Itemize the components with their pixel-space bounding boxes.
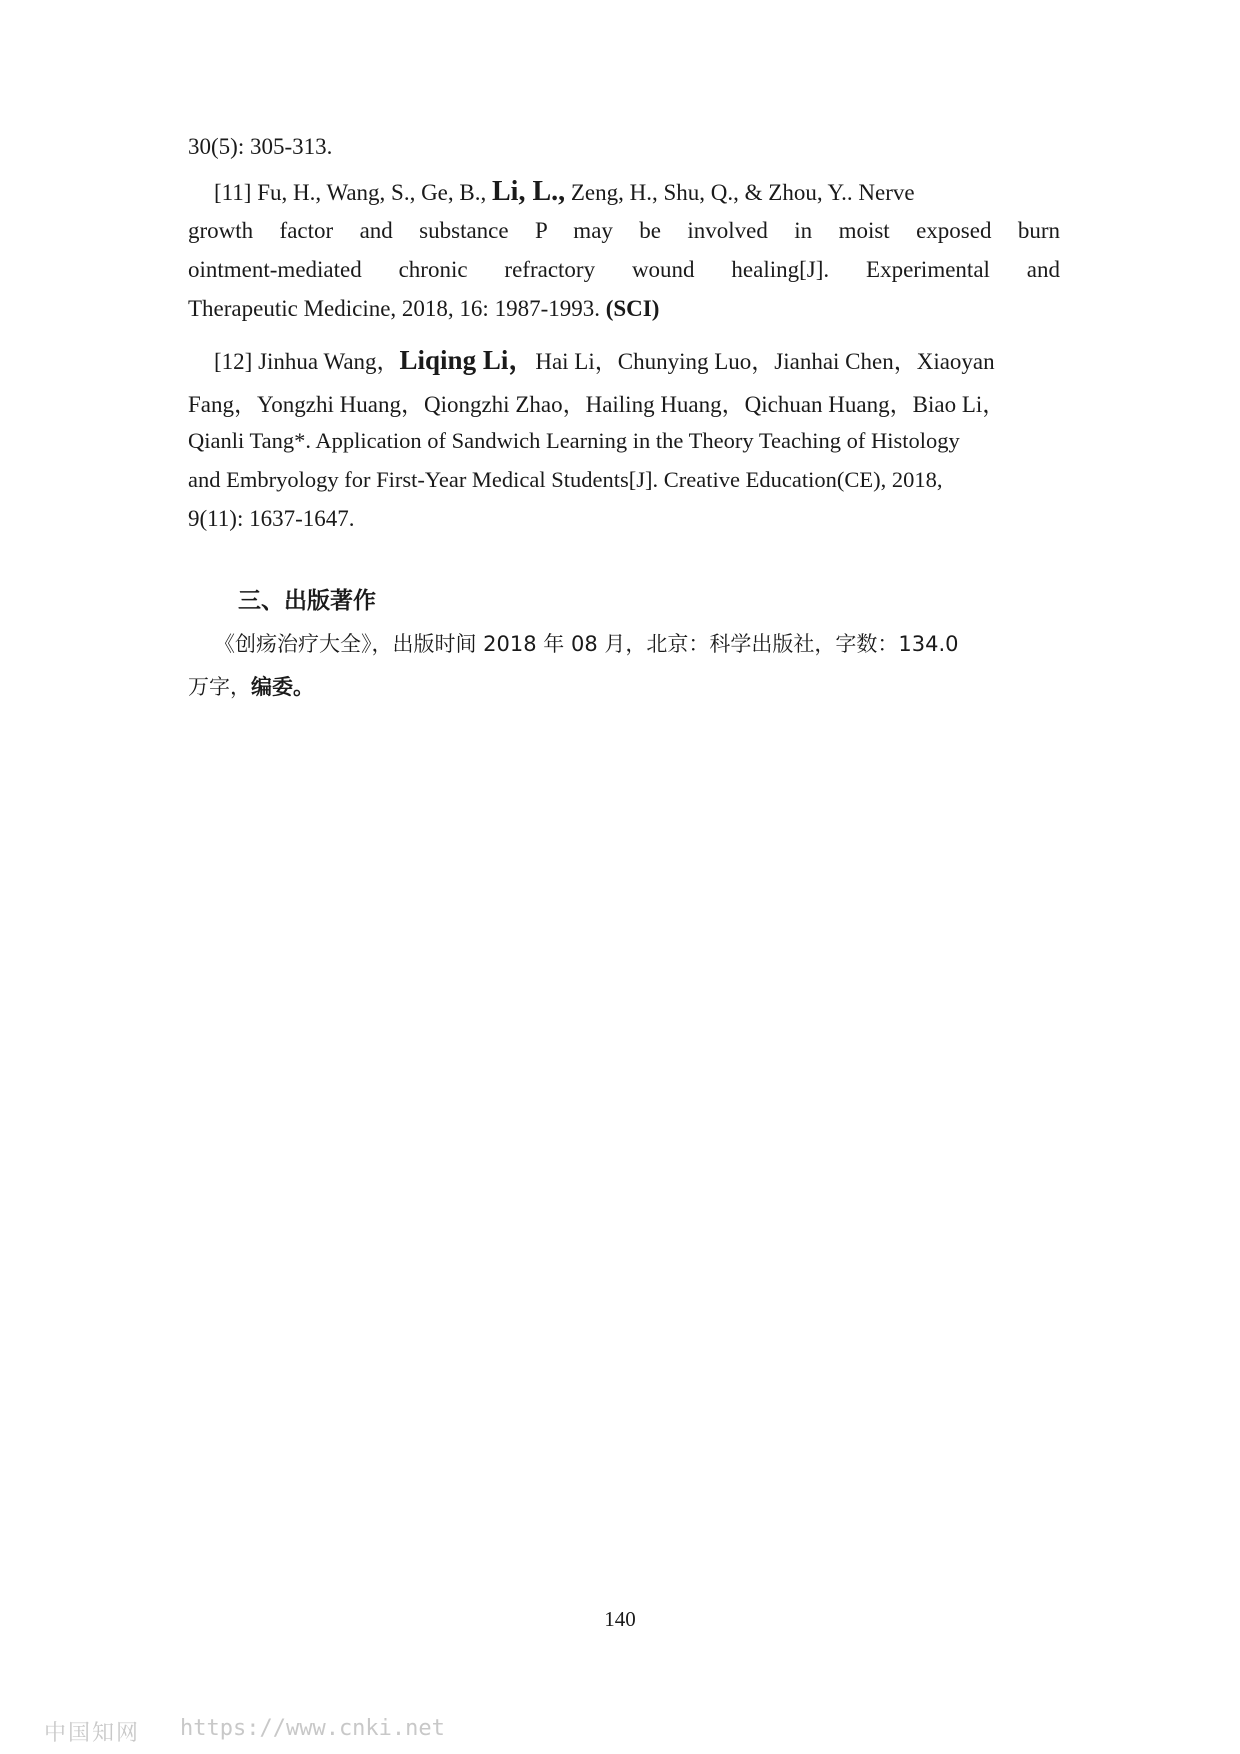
reference-12-line-2: Fang，Yongzhi Huang，Qiongzhi Zhao，Hailing Huang，Qichuan Huang，Biao Li， [188,392,1006,417]
section-heading: 三、出版著作 [238,588,376,614]
cnki-url-watermark: https://www.cnki.net [180,1716,445,1741]
highlighted-author: Li, L., [491,176,566,207]
sci-tag: (SCI) [605,296,660,321]
role-label: 编委。 [251,675,314,699]
reference-continuation: 30(5): 305-313. [188,134,333,159]
publication-line-2: 万字，编委。 [188,675,314,699]
reference-11-line-1: [11] Fu, H., Wang, S., Ge, B., Li, L., Zeng, H., Shu, Q., & Zhou, Y.. Nerve [214,176,915,207]
reference-12-line-1: [12] Jinhua Wang，Liqing Li，Hai Li，Chunying Luo，Jianhai Chen，Xiaoyan [214,345,995,375]
page-number: 140 [604,1607,636,1631]
reference-12-line-5: 9(11): 1637-1647. [188,506,355,531]
reference-11-line-2: growth factor and substance P may be involved in moist exposed burn [188,218,1060,243]
highlighted-author: Liqing Li， [399,345,536,375]
publication-line-1: 《创疡治疗大全》，出版时间 2018 年 08 月，北京：科学出版社，字数：134.0 [214,632,959,656]
reference-12-line-4: and Embryology for First-Year Medical Students[J]. Creative Education(CE), 2018, [188,467,943,492]
reference-11-line-3: ointment-mediated chronic refractory wound healing[J]. Experimental and [188,257,1060,282]
cnki-logo-watermark: 中国知网 [44,1721,141,1746]
reference-12-line-3: Qianli Tang*. Application of Sandwich Learning in the Theory Teaching of Histology [188,428,960,453]
reference-11-line-4: Therapeutic Medicine, 2018, 16: 1987-1993. (SCI) [188,296,660,321]
